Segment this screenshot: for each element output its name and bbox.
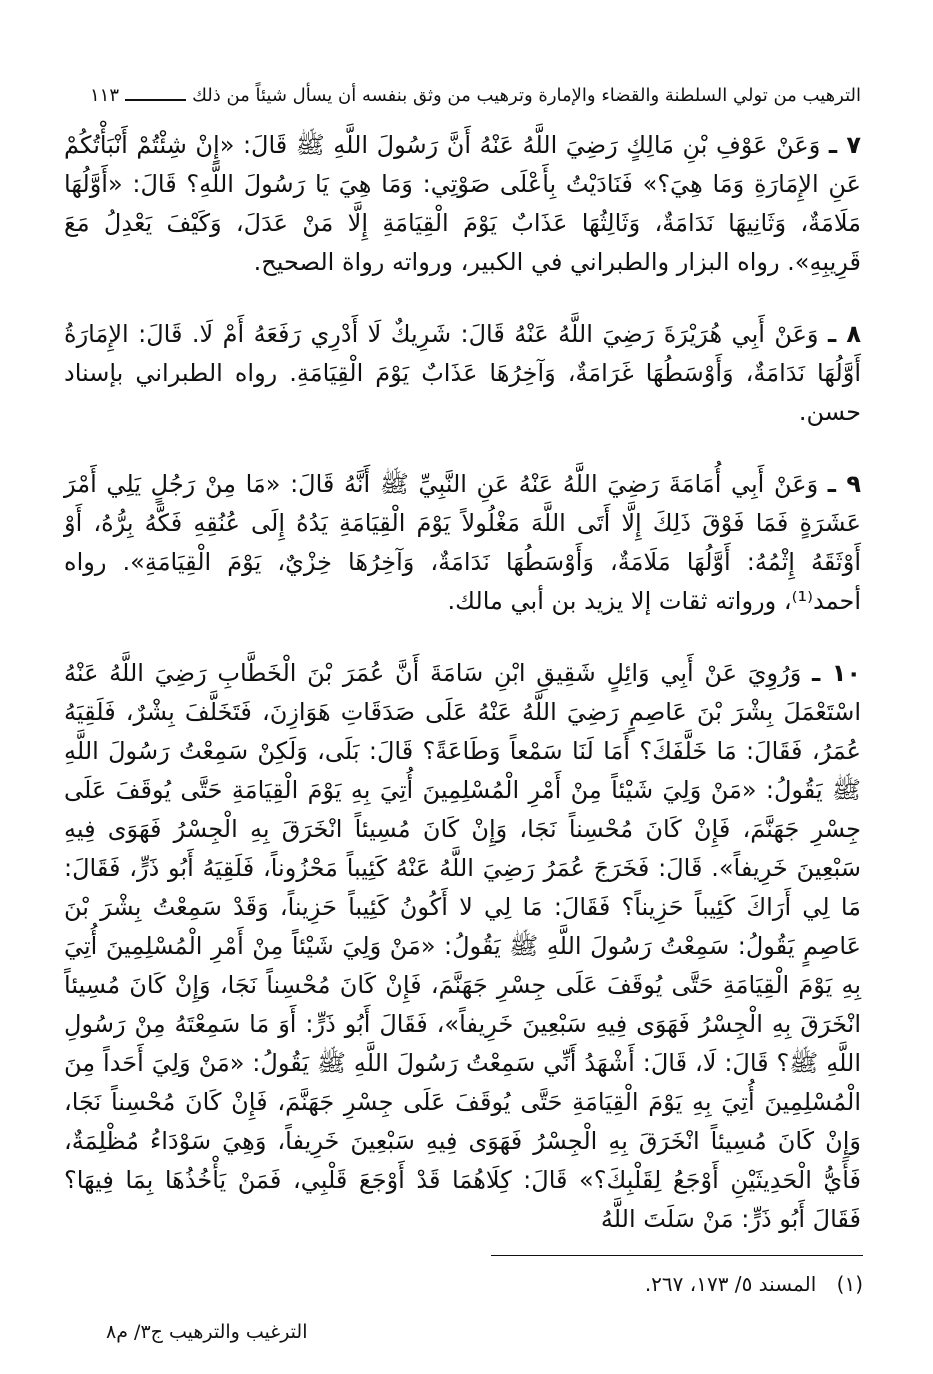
hadith-text: وَعَنْ أَبِي هُرَيْرَةَ رَضِيَ اللَّهُ عَنْهُ قَالَ: شَرِيكٌ لَا أَدْرِي رَفَعَهُ أَمْ لَا. قَالَ: الإِمَارَةُ أَوَّلُهَا نَدَامَةٌ، وَأَوْسَطُهَا غَرَامَةٌ، وَآخِرُهَا عَذَابٌ يَوْمَ الْقِيَامَةِ. رواه الطبراني بإسناد حسن.	[64, 320, 861, 426]
hadith-number: ٩ ـ	[827, 470, 861, 498]
hadith-paragraph	[64, 126, 861, 282]
hadith-paragraph	[64, 315, 861, 432]
main-text	[64, 126, 861, 1272]
signature-mark: الترغيب والترهيب ج٣/ م٨	[106, 1321, 308, 1343]
footnote-rule	[491, 1255, 863, 1256]
running-header	[90, 80, 861, 110]
header-rule	[125, 99, 186, 101]
footnote-text: المسند ٥/ ١٧٣، ٢٦٧.	[644, 1272, 817, 1296]
hadith-text: وَعَنْ أَبِي أُمَامَةَ رَضِيَ اللَّهُ عَنْهُ عَنِ النَّبِيِّ ﷺ أَنَّهُ قَالَ: «مَا مِنْ رَجُلٍ يَلِي أَمْرَ عَشَرَةٍ فَمَا فَوْقَ ذَلِكَ إِلَّا أَتَى اللَّهَ مَغْلُولاً يَوْمَ الْقِيَامَةِ يَدُهُ إِلَى عُنُقِهِ فَكَّهُ بِرُّهُ، أَوْ أَوْثَقَهُ إِثْمُهُ: أَوَّلُهَا مَلَامَةٌ، وَأَوْسَطُهَا نَدَامَةٌ، وَآخِرُهَا خِزْيٌ، يَوْمَ الْقِيَامَةِ». رواه أحمد⁽¹⁾، ورواته ثقات إلا يزيد بن أبي مالك.	[64, 470, 861, 615]
hadith-paragraph	[64, 654, 861, 1239]
hadith-text: وَعَنْ عَوْفِ بْنِ مَالِكٍ رَضِيَ اللَّهُ عَنْهُ أَنَّ رَسُولَ اللَّهِ ﷺ قَالَ: «إِنْ شِئْتُمْ أَنْبَأْتُكُمْ عَنِ الإِمَارَةِ وَمَا هِيَ؟» فَنَادَيْتُ بِأَعْلَى صَوْتِي: وَمَا هِيَ يَا رَسُولَ اللَّهِ؟ قَالَ: «أَوَّلُهَا مَلَامَةٌ، وَثَانِيهَا نَدَامَةٌ، وَثَالِثُهَا عَذَابٌ يَوْمَ الْقِيَامَةِ إِلَّا مَنْ عَدَلَ، وَكَيْفَ يَعْدِلُ مَعَ قَرِيبِهِ». رواه البزار والطبراني في الكبير، ورواته رواة الصحيح.	[64, 131, 861, 276]
hadith-number: ٨ ـ	[827, 320, 861, 348]
hadith-number: ١٠ ـ	[812, 659, 861, 687]
page-number: ١١٣	[90, 84, 120, 106]
footnote	[645, 1272, 863, 1296]
header-title: الترهيب من تولي السلطنة والقضاء والإمارة وترهيب من وثق بنفسه أن يسأل شيئاً من ذلك	[192, 84, 861, 106]
hadith-paragraph	[64, 465, 861, 621]
hadith-text: وَرُوِيَ عَنْ أَبِي وَائِلٍ شَقِيقِ ابْنِ سَامَةَ أَنَّ عُمَرَ بْنَ الْخَطَّابِ رَضِيَ اللَّهُ عَنْهُ اسْتَعْمَلَ بِشْرَ بْنَ عَاصِمٍ رَضِيَ اللَّهُ عَنْهُ عَلَى صَدَقَاتِ هَوَازِنَ، فَتَخَلَّفَ بِشْرٌ، فَلَقِيَهُ عُمَرُ، فَقَالَ: مَا خَلَّفَكَ؟ أَمَا لَنَا سَمْعاً وَطَاعَةً؟ قَالَ: بَلَى، وَلَكِنْ سَمِعْتُ رَسُولَ اللَّهِ ﷺ يَقُولُ: «مَنْ وَلِيَ شَيْئاً مِنْ أَمْرِ الْمُسْلِمِينَ أُتِيَ بِهِ يَوْمَ الْقِيَامَةِ حَتَّى يُوقَفَ عَلَى جِسْرِ جَهَنَّمَ، فَإِنْ كَانَ مُحْسِناً نَجَا، وَإِنْ كَانَ مُسِيئاً انْخَرَقَ بِهِ الْجِسْرُ فَهَوَى فِيهِ سَبْعِينَ خَرِيفاً». قَالَ: فَخَرَجَ عُمَرُ رَضِيَ اللَّهُ عَنْهُ كَئِيباً مَحْزُوناً، فَلَقِيَهُ أَبُو ذَرٍّ، فَقَالَ: مَا لِي أَرَاكَ كَئِيباً حَزِيناً؟ فَقَالَ: مَا لِي لا أَكُونُ كَئِيباً حَزِيناً، وَقَدْ سَمِعْتُ بِشْرَ بْنَ عَاصِمٍ يَقُولُ: سَمِعْتُ رَسُولَ اللَّهِ ﷺ يَقُولُ: «مَنْ وَلِيَ شَيْئاً مِنْ أَمْرِ الْمُسْلِمِينَ أُتِيَ بِهِ يَوْمَ الْقِيَامَةِ حَتَّى يُوقَفَ عَلَى جِسْرِ جَهَنَّمَ، فَإِنْ كَانَ مُحْسِناً نَجَا، وَإِنْ كَانَ مُسِيئاً انْخَرَقَ بِهِ الْجِسْرُ فَهَوَى فِيهِ سَبْعِينَ خَرِيفاً»، فَقَالَ أَبُو ذَرٍّ: أَوَ مَا سَمِعْتَهُ مِنْ رَسُولِ اللَّهِ ﷺ؟ قَالَ: لَا، قَالَ: أَشْهَدُ أَنِّي سَمِعْتُ رَسُولَ اللَّهِ ﷺ يَقُولُ: «مَنْ وَلِيَ أَحَداً مِنَ الْمُسْلِمِينَ أُتِيَ بِهِ يَوْمَ الْقِيَامَةِ حَتَّى يُوقَفَ عَلَى جِسْرِ جَهَنَّمَ، فَإِنْ كَانَ مُحْسِناً نَجَا، وَإِنْ كَانَ مُسِيئاً انْخَرَقَ بِهِ الْجِسْرُ فَهَوَى فِيهِ سَبْعِينَ خَرِيفاً، وَهِيَ سَوْدَاءُ مُظْلِمَةٌ، فَأَيُّ الْحَدِيثَيْنِ أَوْجَعُ لِقَلْبِكَ؟» قَالَ: كِلَاهُمَا قَدْ أَوْجَعَ قَلْبِي، فَمَنْ يَأْخُذُهَا بِمَا فِيهَا؟ فَقَالَ أَبُو ذَرٍّ: مَنْ سَلَتَ اللَّهُ	[64, 659, 861, 1233]
footnote-marker: (١)	[836, 1272, 863, 1296]
hadith-number: ٧ ـ	[828, 131, 861, 159]
